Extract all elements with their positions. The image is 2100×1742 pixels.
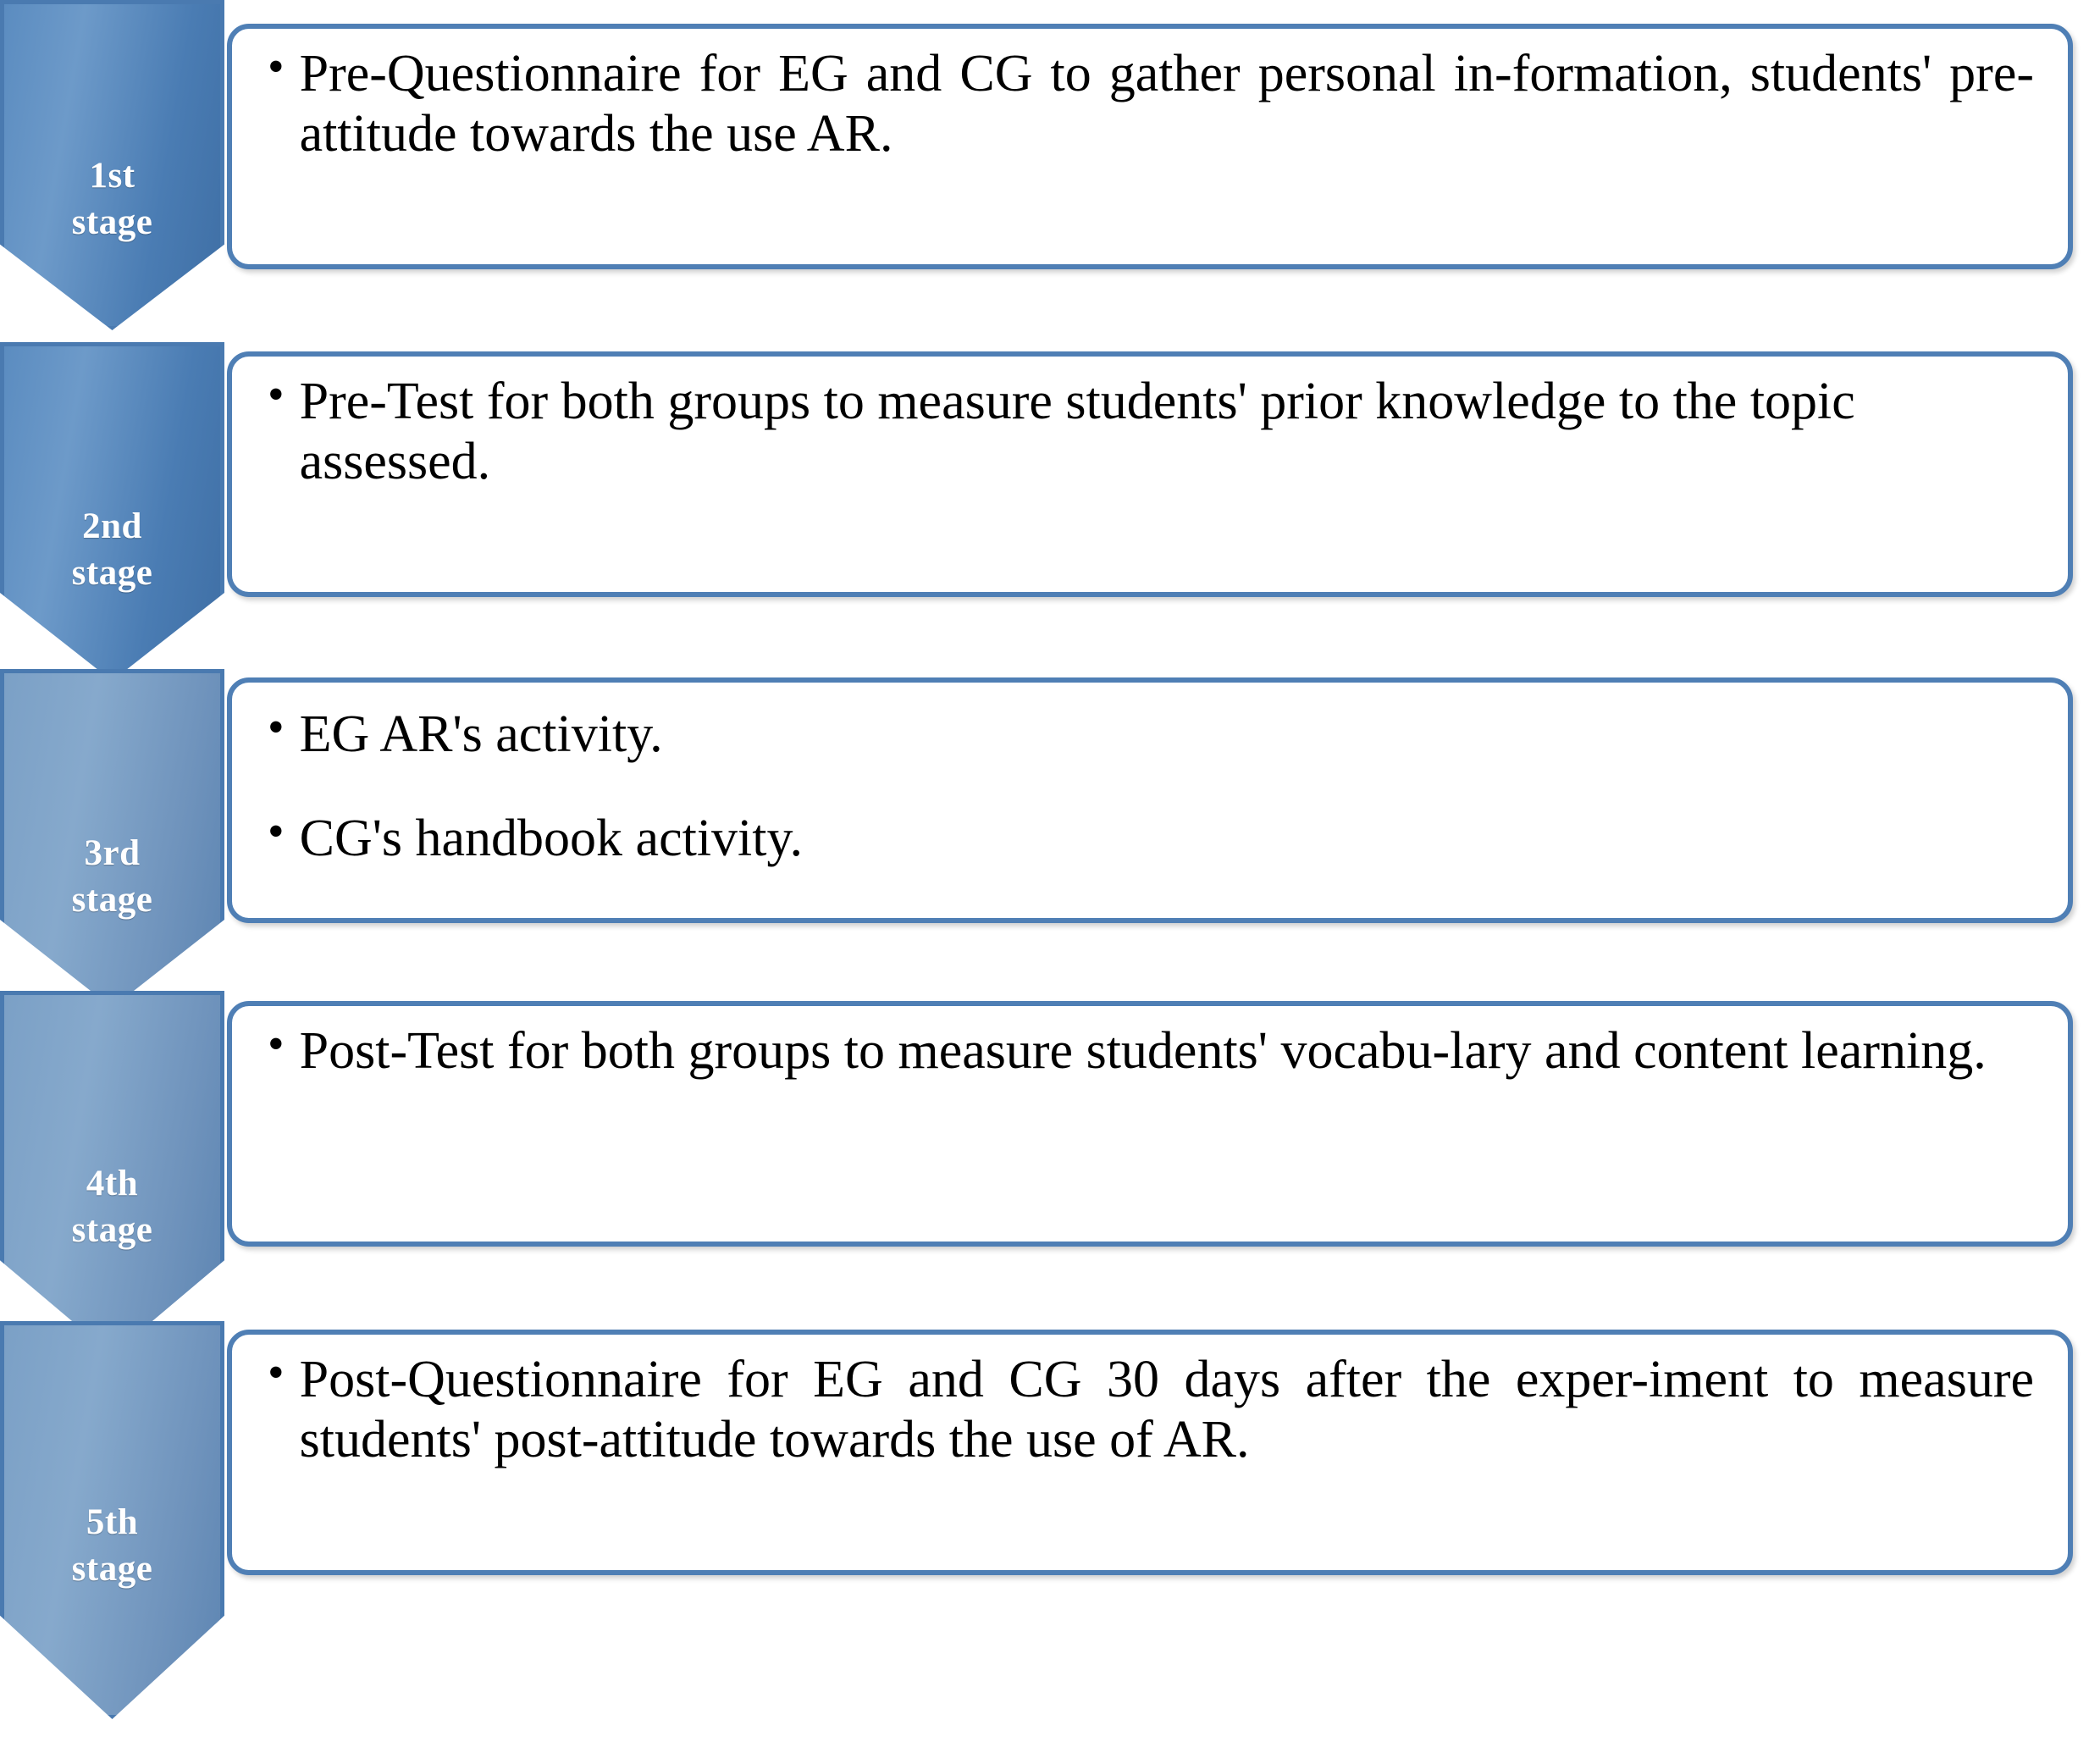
list-item [268,1347,2034,1469]
stage-1-bullet-1: Pre-Questionnaire for EG and CG to gather personal in-formation, students' pre-attitude towards the use AR. [299,45,2034,163]
bullet-icon: • [268,1018,285,1070]
stage-1-box [227,24,2073,269]
stage-4-box [227,1001,2073,1247]
bullet-icon: • [268,805,285,858]
stage-5-label-line2: stage [71,1549,153,1590]
stage-2-label-line2: stage [71,553,153,594]
stage-1-label-line2: stage [71,202,153,243]
stage-arrow-2 [0,342,224,681]
bullet-icon: • [268,41,285,93]
stage-5-bullet-1: Post-Questionnaire for EG and CG 30 days after the exper-iment to measure students' post-attitude towards the use of AR. [299,1351,2034,1468]
list-item [268,701,2034,765]
bullet-icon: • [268,701,285,754]
stage-arrow-column [0,0,224,1742]
bullet-icon: • [268,368,285,421]
stage-5-box [227,1330,2073,1575]
stage-arrow-5 [0,1321,224,1719]
stage-5-label-line1: 5th [86,1502,139,1542]
stage-3-bullet-1: EG AR's activity. [299,705,663,763]
stage-4-bullet-1: Post-Test for both groups to measure students' vocabu-lary and content learning. [299,1022,1987,1080]
stage-arrow-1 [0,0,224,330]
bullet-icon: • [268,1347,285,1399]
list-item [268,368,2034,491]
stage-3-bullet-2: CG's handbook activity. [299,809,803,867]
stage-4-label-line2: stage [71,1210,153,1251]
stage-arrow-3 [0,669,224,1008]
list-item [268,1018,2034,1081]
stage-1-label-line1: 1st [89,156,135,196]
stage-2-label-line1: 2nd [82,506,142,546]
list-item [268,805,2034,869]
stage-3-box [227,677,2073,923]
stage-2-box [227,351,2073,597]
stage-2-bullet-1: Pre-Test for both groups to measure students' prior knowledge to the topic assessed. [299,373,1855,490]
list-item [268,41,2034,163]
stage-3-label-line1: 3rd [84,833,141,873]
stage-arrow-4 [0,991,224,1355]
stage-4-label-line1: 4th [86,1164,139,1203]
stage-3-label-line2: stage [71,880,153,921]
